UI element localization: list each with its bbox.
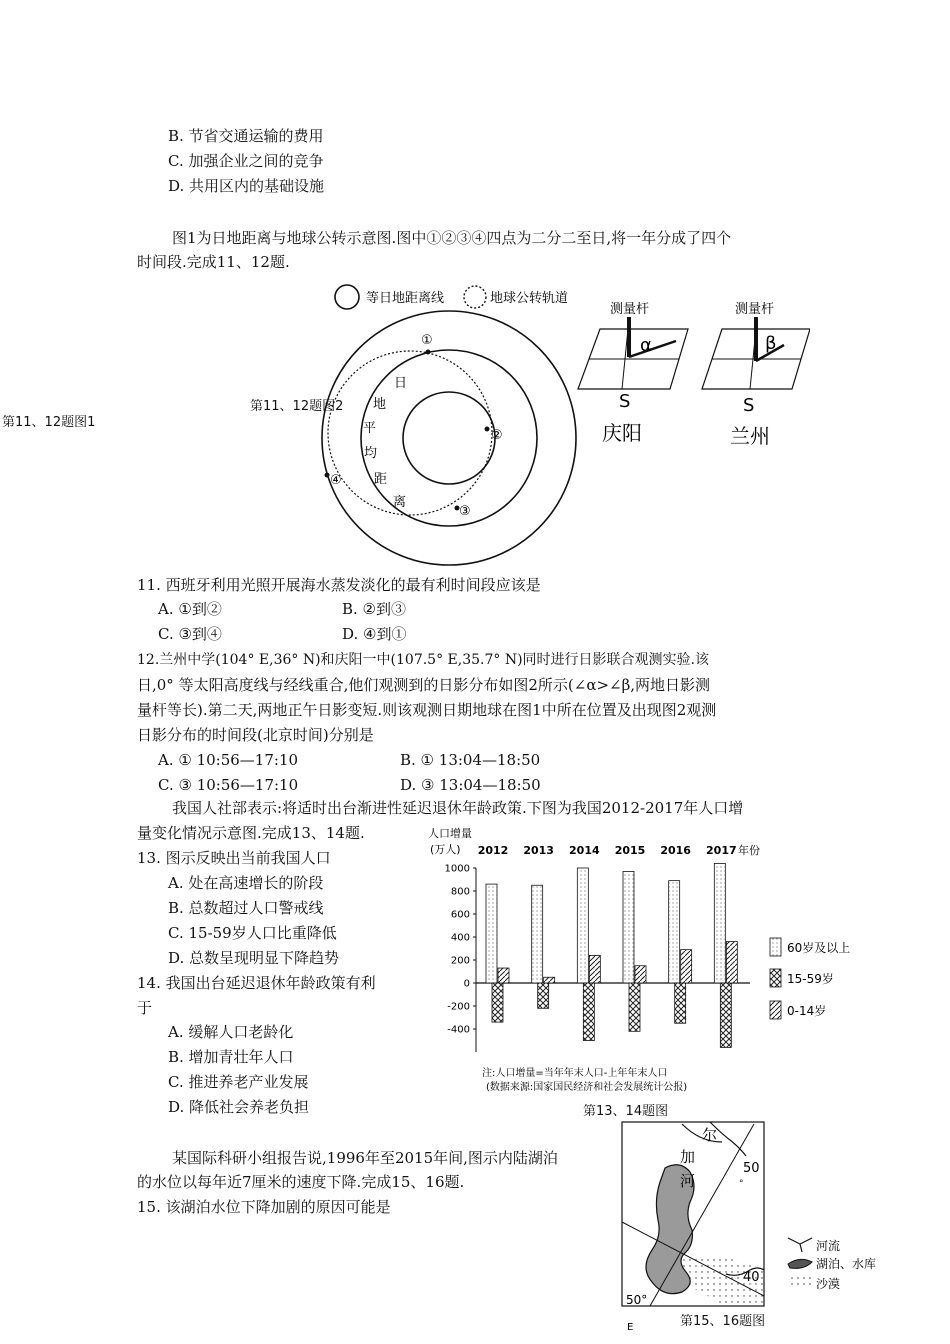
intro-11-12-line1: 图1为日地距离与地球公转示意图.图中①②③④四点为二分二至日,将一年分成了四个	[172, 229, 732, 247]
bar-0-14	[544, 977, 555, 983]
earth-orbit	[328, 351, 492, 515]
bar-15-59	[492, 983, 503, 1022]
x-tick-label: 2012	[477, 844, 509, 857]
y-tick-label: 600	[450, 909, 470, 921]
legend-equal-distance: 等日地距离线	[366, 291, 445, 306]
fig2-caption: 第11、12题图2	[250, 399, 344, 414]
vertical-label-char: 地	[373, 397, 387, 412]
x-tick-label: 2013	[523, 844, 554, 857]
fig2-shadow-diagram	[570, 295, 810, 455]
legend-desert-icon	[788, 1276, 812, 1286]
y-tick-label: -400	[447, 1024, 470, 1036]
q12-option-a: A. ① 10:56—17:10	[158, 751, 299, 769]
vertical-label-char: 平	[363, 421, 377, 436]
vertical-label-char: 日	[394, 376, 408, 391]
q12-option-c: C. ③ 10:56—17:10	[158, 776, 299, 794]
q10-option-c: C. 加强企业之间的竞争	[168, 152, 324, 170]
chart-note1: 注:人口增量=当年年末人口-上年年末人口	[482, 1068, 668, 1079]
city-right: 兰州	[730, 424, 770, 448]
y-tick-label: 400	[450, 932, 470, 944]
river-char: 尔	[702, 1126, 718, 1144]
q15-stem: 15. 该湖泊水位下降加剧的原因可能是	[137, 1198, 391, 1216]
x-tick-label: 2016	[660, 844, 691, 857]
legend-orbit: 地球公转轨道	[490, 291, 569, 306]
q14-option-a: A. 缓解人口老龄化	[168, 1023, 294, 1041]
bar-0-14	[681, 950, 692, 983]
y-tick-label: 1000	[444, 863, 470, 875]
legend-river: 河流	[816, 1239, 841, 1253]
legend-swatch	[770, 938, 781, 956]
lon-east-letter: E	[627, 1322, 634, 1333]
lon-50-label: 50°	[626, 1293, 648, 1307]
q12-option-d: D. ③ 13:04—18:50	[400, 776, 541, 794]
legend-label: 60岁及以上	[787, 941, 851, 955]
vertical-label-char: 均	[364, 446, 378, 461]
q11-option-d: D. ④到①	[342, 625, 407, 643]
south-right: S	[743, 395, 755, 416]
vertical-label-char: 离	[393, 495, 407, 510]
intro-15-16-line2: 的水位以每年近7厘米的速度下降.完成15、16题.	[137, 1173, 465, 1191]
q12-line3: 量杆等长).第二天,两地正午日影变短.则该观测日期地球在图1中所在位置及出现图2观测	[137, 701, 717, 719]
q14-stem: 14. 我国出台延迟退休年龄政策有利	[137, 974, 376, 992]
city-left: 庆阳	[602, 421, 642, 445]
rod-label-right: 测量杆	[735, 302, 775, 317]
legend-solid-circle-icon	[335, 285, 359, 309]
q11-stem: 11. 西班牙利用光照开展海水蒸发淡化的最有利时间段应该是	[137, 576, 541, 594]
q14-option-d: D. 降低社会养老负担	[168, 1098, 310, 1116]
rod-label-left: 测量杆	[610, 302, 650, 317]
river-char: 河	[680, 1172, 696, 1190]
q14-option-c: C. 推进养老产业发展	[168, 1073, 309, 1091]
bar-60-plus	[486, 884, 497, 983]
point-4-label: ④	[330, 473, 342, 488]
legend-swatch	[770, 969, 781, 987]
q12-option-b: B. ① 13:04—18:50	[400, 751, 541, 769]
bar-60-plus	[532, 885, 543, 983]
y-tick-label: 0	[463, 978, 470, 990]
bar-0-14	[589, 955, 600, 983]
x-tick-label: 2017	[706, 844, 737, 857]
bar-60-plus	[714, 863, 725, 983]
chart-caption: 第13、14题图	[583, 1104, 669, 1119]
bar-0-14	[498, 968, 509, 983]
legend-label: 0-14岁	[787, 1004, 827, 1018]
x-tick-label: 2015	[614, 844, 646, 857]
bar-0-14	[635, 966, 646, 983]
lake-map	[610, 1120, 890, 1340]
q13-stem: 13. 图示反映出当前我国人口	[137, 849, 331, 867]
legend-desert: 沙漠	[816, 1277, 841, 1291]
chart-note2: (数据来源:国家国民经济和社会发展统计公报)	[486, 1082, 688, 1093]
legend-swatch	[770, 1001, 781, 1019]
y-tick-label: 200	[450, 955, 470, 967]
middle-distance-circle	[361, 350, 537, 526]
y-tick-label: -200	[447, 1001, 470, 1013]
intro-13-14-line1: 我国人社部表示:将适时出台渐进性延迟退休年龄政策.下图为我国2012-2017年人口增	[172, 799, 744, 817]
point-2-label: ②	[491, 428, 503, 443]
population-bar-chart	[420, 826, 870, 1106]
angle-alpha: α	[640, 335, 652, 356]
q12-line1: 12.兰州中学(104° E,36° N)和庆阳一中(107.5° E,35.7° N)同时进行日影联合观测实验.该	[137, 652, 709, 668]
q10-option-d: D. 共用区内的基础设施	[168, 177, 325, 195]
y-tick-label: 800	[450, 886, 470, 898]
bar-60-plus	[577, 868, 588, 983]
map-caption: 第15、16题图	[680, 1314, 766, 1329]
legend-river-icon	[788, 1238, 812, 1252]
bar-15-59	[675, 983, 686, 1023]
point-3-label: ③	[459, 504, 471, 519]
q11-option-c: C. ③到④	[158, 625, 222, 643]
legend-label: 15-59岁	[787, 972, 834, 986]
q10-option-b: B. 节省交通运输的费用	[168, 127, 324, 145]
bar-60-plus	[623, 871, 634, 983]
inner-distance-circle	[403, 392, 495, 484]
south-left: S	[619, 391, 631, 412]
fig1-caption: 第11、12题图1	[2, 415, 96, 430]
lat-40-label: 40	[743, 1270, 760, 1285]
intro-15-16-line1: 某国际科研小组报告说,1996年至2015年间,图示内陆湖泊	[172, 1149, 558, 1167]
x-tick-label: 2014	[569, 844, 600, 857]
chart-ylabel: 人口增量	[428, 827, 472, 840]
point-4-dot	[325, 473, 330, 478]
legend-dotted-circle-icon	[464, 286, 486, 308]
degree-mark: °	[739, 1179, 744, 1189]
shadow-left	[629, 341, 676, 357]
vertical-label-char: 距	[374, 472, 388, 487]
q13-option-d: D. 总数呈现明显下降趋势	[168, 949, 340, 967]
q14-stem-cont: 于	[137, 999, 153, 1017]
q11-option-b: B. ②到③	[342, 600, 407, 618]
q14-option-b: B. 增加青壮年人口	[168, 1048, 294, 1066]
q12-line2: 日,0° 等太阳高度线与经线重合,他们观测到的日影分布如图2所示(∠α>∠β,两地日影测	[137, 676, 711, 694]
angle-beta: β	[765, 333, 777, 354]
point-1-label: ①	[421, 333, 433, 348]
outer-distance-circle	[322, 311, 576, 565]
q13-option-a: A. 处在高速增长的阶段	[168, 874, 324, 892]
q13-option-c: C. 15-59岁人口比重降低	[168, 924, 337, 942]
point-1-dot	[426, 350, 431, 355]
q12-line4: 日影分布的时间段(北京时间)分别是	[137, 726, 374, 744]
bar-0-14	[726, 942, 737, 983]
river-char: 加	[680, 1148, 696, 1166]
q11-option-a: A. ①到②	[158, 600, 222, 618]
legend-lake-icon	[788, 1259, 812, 1268]
point-2-dot	[485, 427, 490, 432]
bar-15-59	[720, 983, 731, 1047]
fig1-orbit-diagram	[310, 280, 600, 570]
bar-15-59	[538, 983, 549, 1008]
intro-11-12-line2: 时间段.完成11、12题.	[137, 253, 290, 271]
chart-yunit: (万人)	[430, 843, 461, 856]
lat-50-label: 50	[743, 1161, 760, 1176]
bar-15-59	[629, 983, 640, 1031]
intro-13-14-line2: 量变化情况示意图.完成13、14题.	[137, 824, 365, 842]
bar-15-59	[583, 983, 594, 1041]
legend-lake: 湖泊、水库	[816, 1257, 877, 1271]
q13-option-b: B. 总数超过人口警戒线	[168, 899, 324, 917]
chart-xlabel: 年份	[738, 844, 760, 857]
bar-60-plus	[669, 881, 680, 983]
